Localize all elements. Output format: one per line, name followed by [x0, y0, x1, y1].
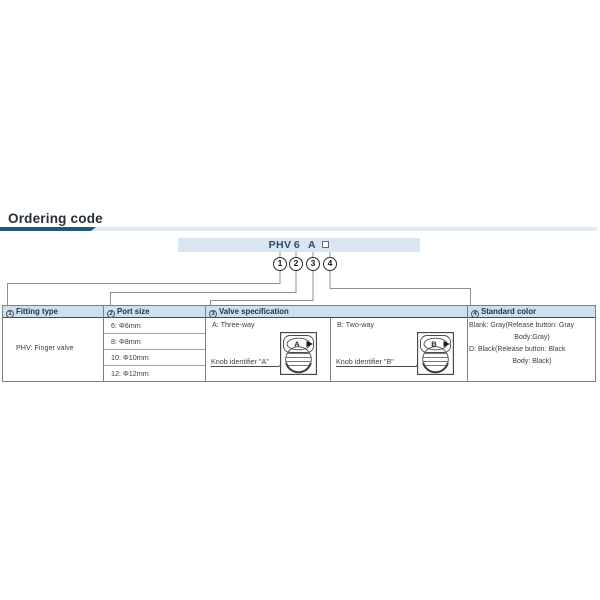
port-row-divider [104, 349, 205, 350]
table-border-left [2, 305, 3, 382]
header-label: Standard color [481, 307, 537, 316]
valve-spec-sub-divider [330, 318, 331, 381]
knob-identifier-a-caption: Knob identifier "A" [211, 357, 269, 366]
knob-b-letter: B [431, 339, 437, 349]
table-border-bottom [2, 381, 596, 382]
col-divider-3 [467, 305, 468, 382]
header-standard-color [471, 306, 536, 318]
port-size-row: 8: Φ8mm [111, 337, 141, 346]
header-num-2-icon: 2 [107, 310, 115, 318]
code-model: PHV [268, 239, 292, 251]
code-size: 6 [293, 239, 301, 251]
callout-4: 4 [323, 257, 337, 271]
header-label: Valve specification [219, 307, 289, 316]
port-size-row: 12: Φ12mm [111, 369, 149, 378]
col-divider-1 [103, 305, 104, 382]
knob-a-illustration [280, 332, 317, 375]
port-size-row: 6: Φ6mm [111, 321, 141, 330]
callout-3: 3 [306, 257, 320, 271]
valve-spec-a-label: A: Three-way [212, 319, 255, 329]
header-num-4-icon: 4 [471, 310, 479, 318]
standard-color-line: D: Black(Release button: Black [469, 346, 566, 353]
header-label: Port size [117, 307, 150, 316]
fitting-type-value: PHV: Finger valve [16, 343, 74, 352]
standard-color-line: Body: Black) [512, 358, 552, 365]
port-row-divider [104, 333, 205, 334]
code-spec: A [308, 239, 316, 251]
port-size-row: 10: Φ10mm [111, 353, 149, 362]
header-fitting-type [6, 306, 58, 318]
code-blank-box [322, 241, 329, 248]
section-title: Ordering code [8, 211, 103, 226]
knob-b-illustration [417, 332, 454, 375]
header-label: Fitting type [16, 307, 59, 316]
col-divider-2 [205, 305, 206, 382]
knob-a-letter: A [294, 339, 300, 349]
table-border-right [595, 305, 596, 382]
valve-spec-b-label: B: Two-way [337, 319, 375, 329]
header-port-size [107, 306, 150, 318]
port-row-divider [104, 365, 205, 366]
header-num-3-icon: 3 [209, 310, 217, 318]
standard-color-line: Body:Gray) [514, 334, 550, 341]
callout-2: 2 [289, 257, 303, 271]
ordering-code-bar [178, 238, 420, 252]
header-num-1-icon: 1 [6, 310, 14, 318]
standard-color-text [469, 320, 595, 368]
standard-color-line: Blank: Gray(Release button: Gray [469, 322, 575, 329]
header-valve-specification [209, 306, 289, 318]
title-underline-dark [0, 227, 96, 231]
knob-identifier-b-caption: Knob identifier "B" [336, 357, 394, 366]
callout-1: 1 [273, 257, 287, 271]
